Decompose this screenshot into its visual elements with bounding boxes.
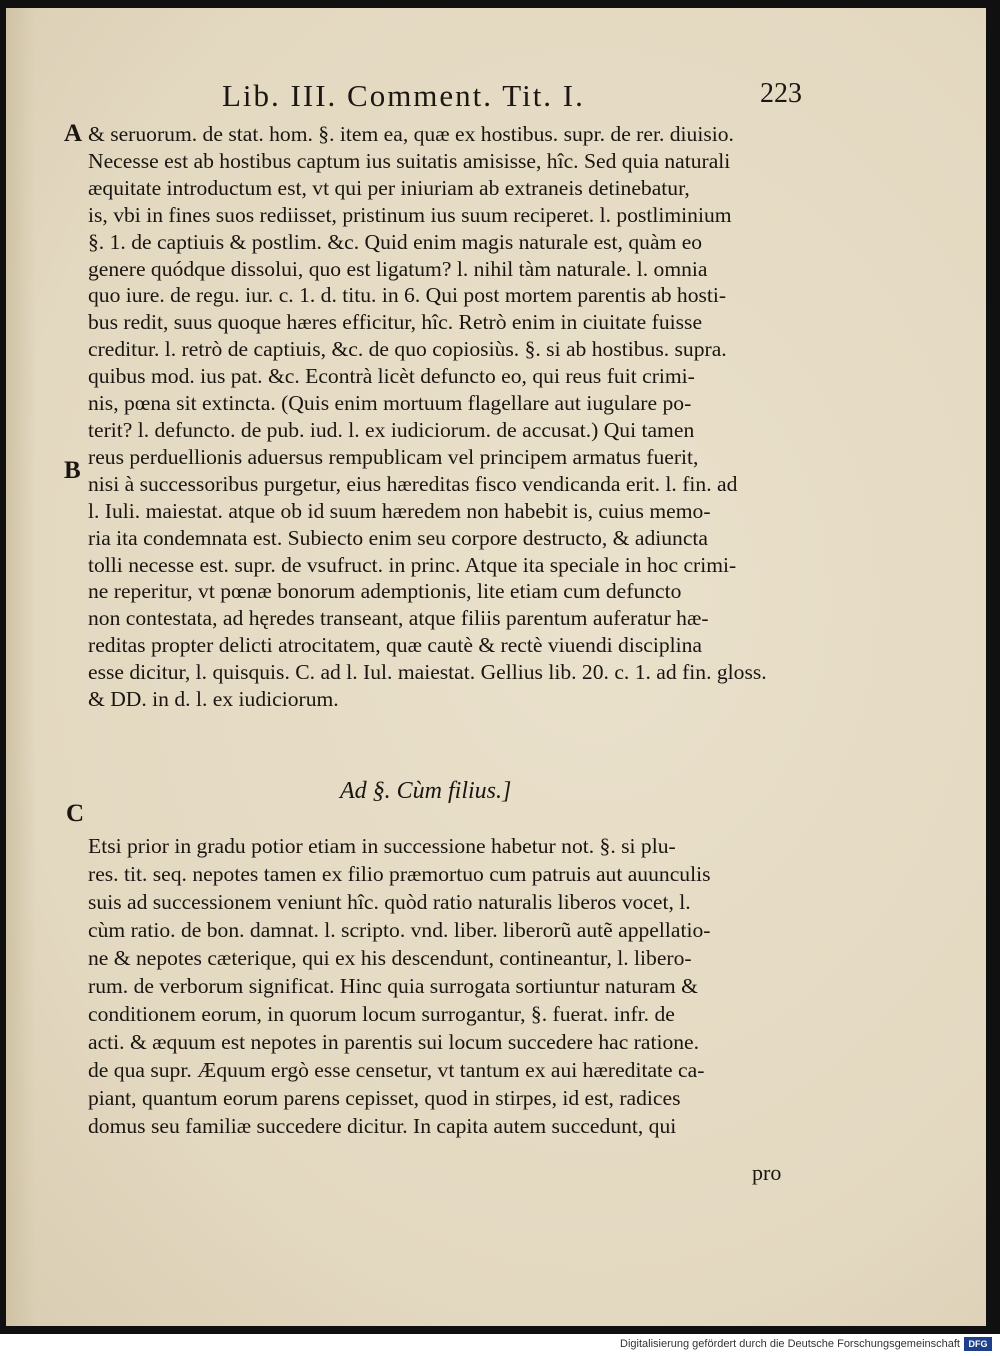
catchword: pro — [752, 1160, 782, 1185]
digitization-footer — [0, 1334, 1000, 1356]
section-subheading: Ad §. Cùm filius.] — [340, 778, 512, 804]
body-paragraph-1: & seruorum. de stat. hom. §. item ea, quæ ex hostibus. supr. de rer. diuisio. Necesse est ab hostibus captum ius suitatis amisisse, hîc. Sed quia naturali æquitate introductum est, vt qui per iniuriam ab extraneis detinebatur, is, vbi in fines suos rediisset, pristinum ius suum reciperet. l. postliminium §. 1. de captiuis & postlim. &c. Quid enim magis naturale est, quàm eo genere quódque dissolui, quo est ligatum? l. nihil tàm naturale. l. omnia quo iure. de regu. iur. c. 1. d. titu. in 6. Qui post mortem parentis ab hosti- bus redit, suus quoque hæres efficitur, hîc. Retrò enim in ciuitate fuisse creditur. l. retrò de captiuis, &c. de quo copiosiùs. §. si ab hostibus. supra. quibus mod. ius pat. &c. Econtrà licèt defuncto eo, qui reus fuit crimi- nis, pœna sit extincta. (Quis enim mortuum flagellare aut iugulare po- terit? l. defuncto. de pub. iud. l. ex iudiciorum. de accusat.) Qui tamen reus perduellionis aduersus rempublicam vel principem armatus fuerit, nisi à successoribus purgetur, eius hæreditas fisco vendicanda erit. l. fin. ad l. Iuli. maiestat. atque ob id suum hæredem non habebit is, cuius memo- ria ita condemnata est. Subiecto enim seu corpore destructo, & adiuncta tolli necesse est. supr. de vsufruct. in princ. Atque ita speciale in hoc crimi- ne reperitur, vt pœnæ bonorum ademptionis, lite etiam cum defuncto non contestata, ad hęredes transeant, atque filiis parentum auferatur hæ- reditas propter delicti atrocitatem, quæ cautè & rectè viuendi disciplina esse dicitur, l. quisquis. C. ad l. Iul. maiestat. Gellius lib. 20. c. 1. ad fin. gloss. & DD. in d. l. ex iudiciorum. — [88, 122, 767, 712]
margin-marker-a: A — [64, 120, 83, 147]
running-header — [222, 78, 802, 118]
margin-marker-c: C — [66, 800, 85, 827]
page-number: 223 — [760, 78, 802, 109]
funding-credit: Digitalisierung gefördert durch die Deutsche Forschungsgemeinschaft — [620, 1338, 960, 1350]
running-title: Lib. III. Comment. Tit. I. — [222, 78, 585, 113]
body-paragraph-2: Etsi prior in gradu potior etiam in successione habetur not. §. si plu- res. tit. seq. nepotes tamen ex filio præmortuo cum patruis aut auunculis suis ad successionem veniunt hîc. quòd ratio naturalis liberos vocet, l. cùm ratio. de bon. damnat. l. scripto. vnd. liber. liberorũ autẽ appellatio- ne & nepotes cæterique, qui ex his descendunt, contineantur, l. libero- rum. de verborum significat. Hinc quia surrogata sortiuntur naturam & conditionem eorum, in quorum locum surrogantur, §. fuerat. infr. de acti. & æquum est nepotes in parentis sui locum succedere hac ratione. de qua supr. Æquum ergò esse censetur, vt tantum ex aui hæreditate ca- piant, quantum eorum parens cepisset, quod in stirpes, id est, radices domus seu familiæ succedere dicitur. In capita autem succedunt, qui — [88, 834, 711, 1138]
dfg-logo: DFG — [964, 1337, 992, 1351]
page-gutter-shadow — [6, 8, 36, 1326]
margin-marker-b: B — [64, 457, 81, 484]
